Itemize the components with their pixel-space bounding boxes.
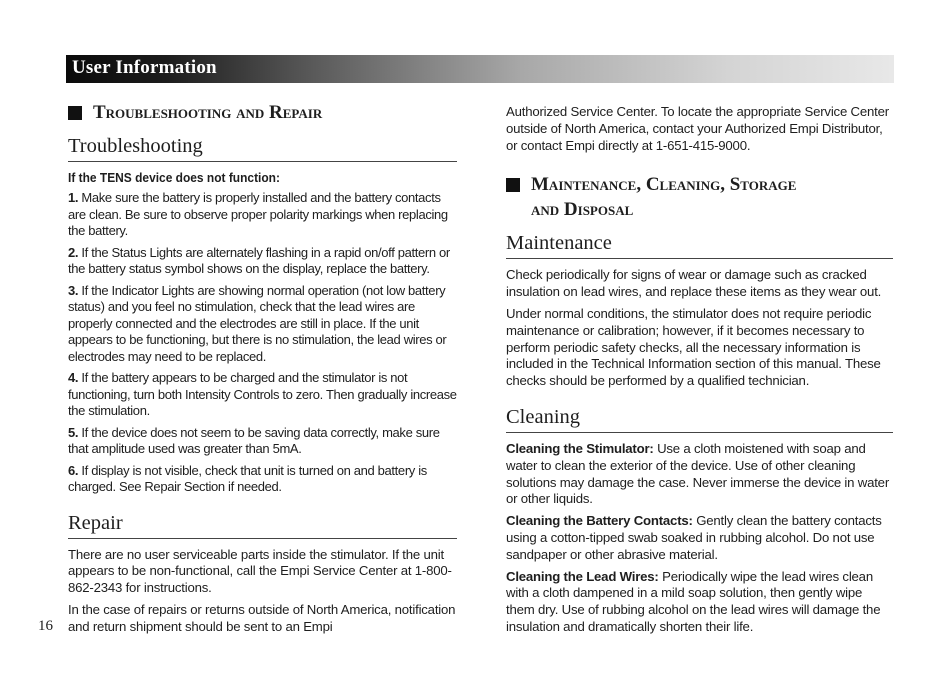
troubleshooting-heading: Troubleshooting bbox=[68, 133, 457, 162]
cleaning-paragraph bbox=[506, 441, 893, 508]
item-number: 4. bbox=[68, 370, 79, 385]
cleaning-text: Use a cloth moistened with soap and water to clean the exterior of the device. Use of other cleaning solutions may damage the case. Never immerse the device in water or other liquids. bbox=[506, 440, 890, 507]
troubleshoot-item bbox=[68, 190, 457, 240]
maintenance-paragraph: Check periodically for signs of wear or damage such as cracked insulation on lead wires, and replace these items as they wear out. bbox=[506, 267, 882, 300]
troubleshoot-item bbox=[68, 370, 457, 420]
troubleshoot-item bbox=[68, 245, 457, 278]
section-title-line: Maintenance, Cleaning, Storage bbox=[531, 174, 797, 196]
square-bullet-icon bbox=[68, 106, 82, 120]
section-title-text bbox=[531, 172, 796, 222]
item-number: 5. bbox=[68, 424, 79, 440]
cleaning-heading: Cleaning bbox=[506, 404, 893, 433]
repair-heading: Repair bbox=[68, 510, 457, 539]
header-title: User Information bbox=[72, 57, 217, 78]
section-title-troubleshooting-repair bbox=[68, 100, 457, 125]
troubleshoot-item bbox=[68, 283, 457, 366]
header-bar bbox=[66, 55, 894, 83]
troubleshoot-item bbox=[68, 425, 457, 458]
maintenance-heading: Maintenance bbox=[506, 230, 893, 259]
cleaning-label: Cleaning the Lead Wires: bbox=[506, 568, 659, 584]
section-title-text: Troubleshooting and Repair bbox=[93, 102, 323, 123]
cleaning-label: Cleaning the Battery Contacts: bbox=[506, 513, 693, 529]
continuation-paragraph: Authorized Service Center. To locate the appropriate Service Center outside of North America, contact your Authorized Empi Distributor, or contact Empi directly at 1-651-415-9000. bbox=[506, 104, 889, 153]
troubleshoot-item bbox=[68, 463, 457, 496]
maintenance-paragraph: Under normal conditions, the stimulator does not require periodic maintenance or calibration; however, if it becomes necessary to perform periodic safety checks, all the necessary information is included in the Technical Information section of this manual. These checks should be performed by a qualified technician. bbox=[506, 305, 881, 389]
item-text: If display is not visible, check that unit is turned on and battery is charged. See Repair Section if needed. bbox=[68, 462, 427, 494]
cleaning-paragraph bbox=[506, 513, 893, 563]
square-bullet-icon bbox=[506, 178, 520, 192]
item-text: If the Indicator Lights are showing normal operation (not low battery status) and you feel no stimulation, check that the lead wires are properly connected and the electrodes are still in place. If the unit appears to be functioning, but there is no stimulation, the lead wires or electrodes may need to be replaced. bbox=[68, 282, 447, 364]
item-text: Make sure the battery is properly installed and the battery contacts are clean. Be sure to observe proper polarity markings when replacing the battery. bbox=[68, 190, 448, 238]
section-title-line: and Disposal bbox=[531, 199, 634, 221]
repair-paragraph: There are no user serviceable parts inside the stimulator. If the unit appears to be non-functional, call the Empi Service Center at 1-800-862-2343 for instructions. bbox=[68, 546, 452, 596]
section-title-maintenance-cleaning bbox=[506, 172, 893, 222]
item-number: 2. bbox=[68, 244, 79, 260]
cleaning-text: Periodically wipe the lead wires clean with a cloth dampened in a mild soap solution, then gently wipe them dry. Use of rubbing alcohol on the lead wires will damage the insulation and dramatically shorten their life. bbox=[506, 568, 881, 634]
left-column bbox=[68, 100, 457, 640]
item-text: If the Status Lights are alternately flashing in a rapid on/off pattern or the battery status symbol shows on the display, replace the battery. bbox=[68, 244, 450, 276]
right-column bbox=[506, 104, 893, 641]
item-text: If the device does not seem to be saving data correctly, make sure that amplitude used was greater than 5mA. bbox=[68, 424, 440, 456]
cleaning-text: Gently clean the battery contacts using a cotton-tipped swab soaked in rubbing alcohol. Do not use sandpaper or other abrasive material. bbox=[506, 513, 882, 562]
condition-heading: If the TENS device does not function: bbox=[68, 170, 280, 185]
item-number: 3. bbox=[68, 282, 79, 298]
repair-paragraph: In the case of repairs or returns outside of North America, notification and return shipment should be sent to an Empi bbox=[68, 601, 456, 634]
cleaning-label: Cleaning the Stimulator: bbox=[506, 440, 654, 456]
item-number: 1. bbox=[68, 190, 79, 205]
item-number: 6. bbox=[68, 462, 79, 478]
item-text: If the battery appears to be charged and the stimulator is not functioning, turn both Intensity Controls to zero. Then gradually increase the stimulation. bbox=[68, 370, 457, 418]
page-number: 16 bbox=[38, 618, 53, 634]
cleaning-paragraph bbox=[506, 569, 893, 636]
